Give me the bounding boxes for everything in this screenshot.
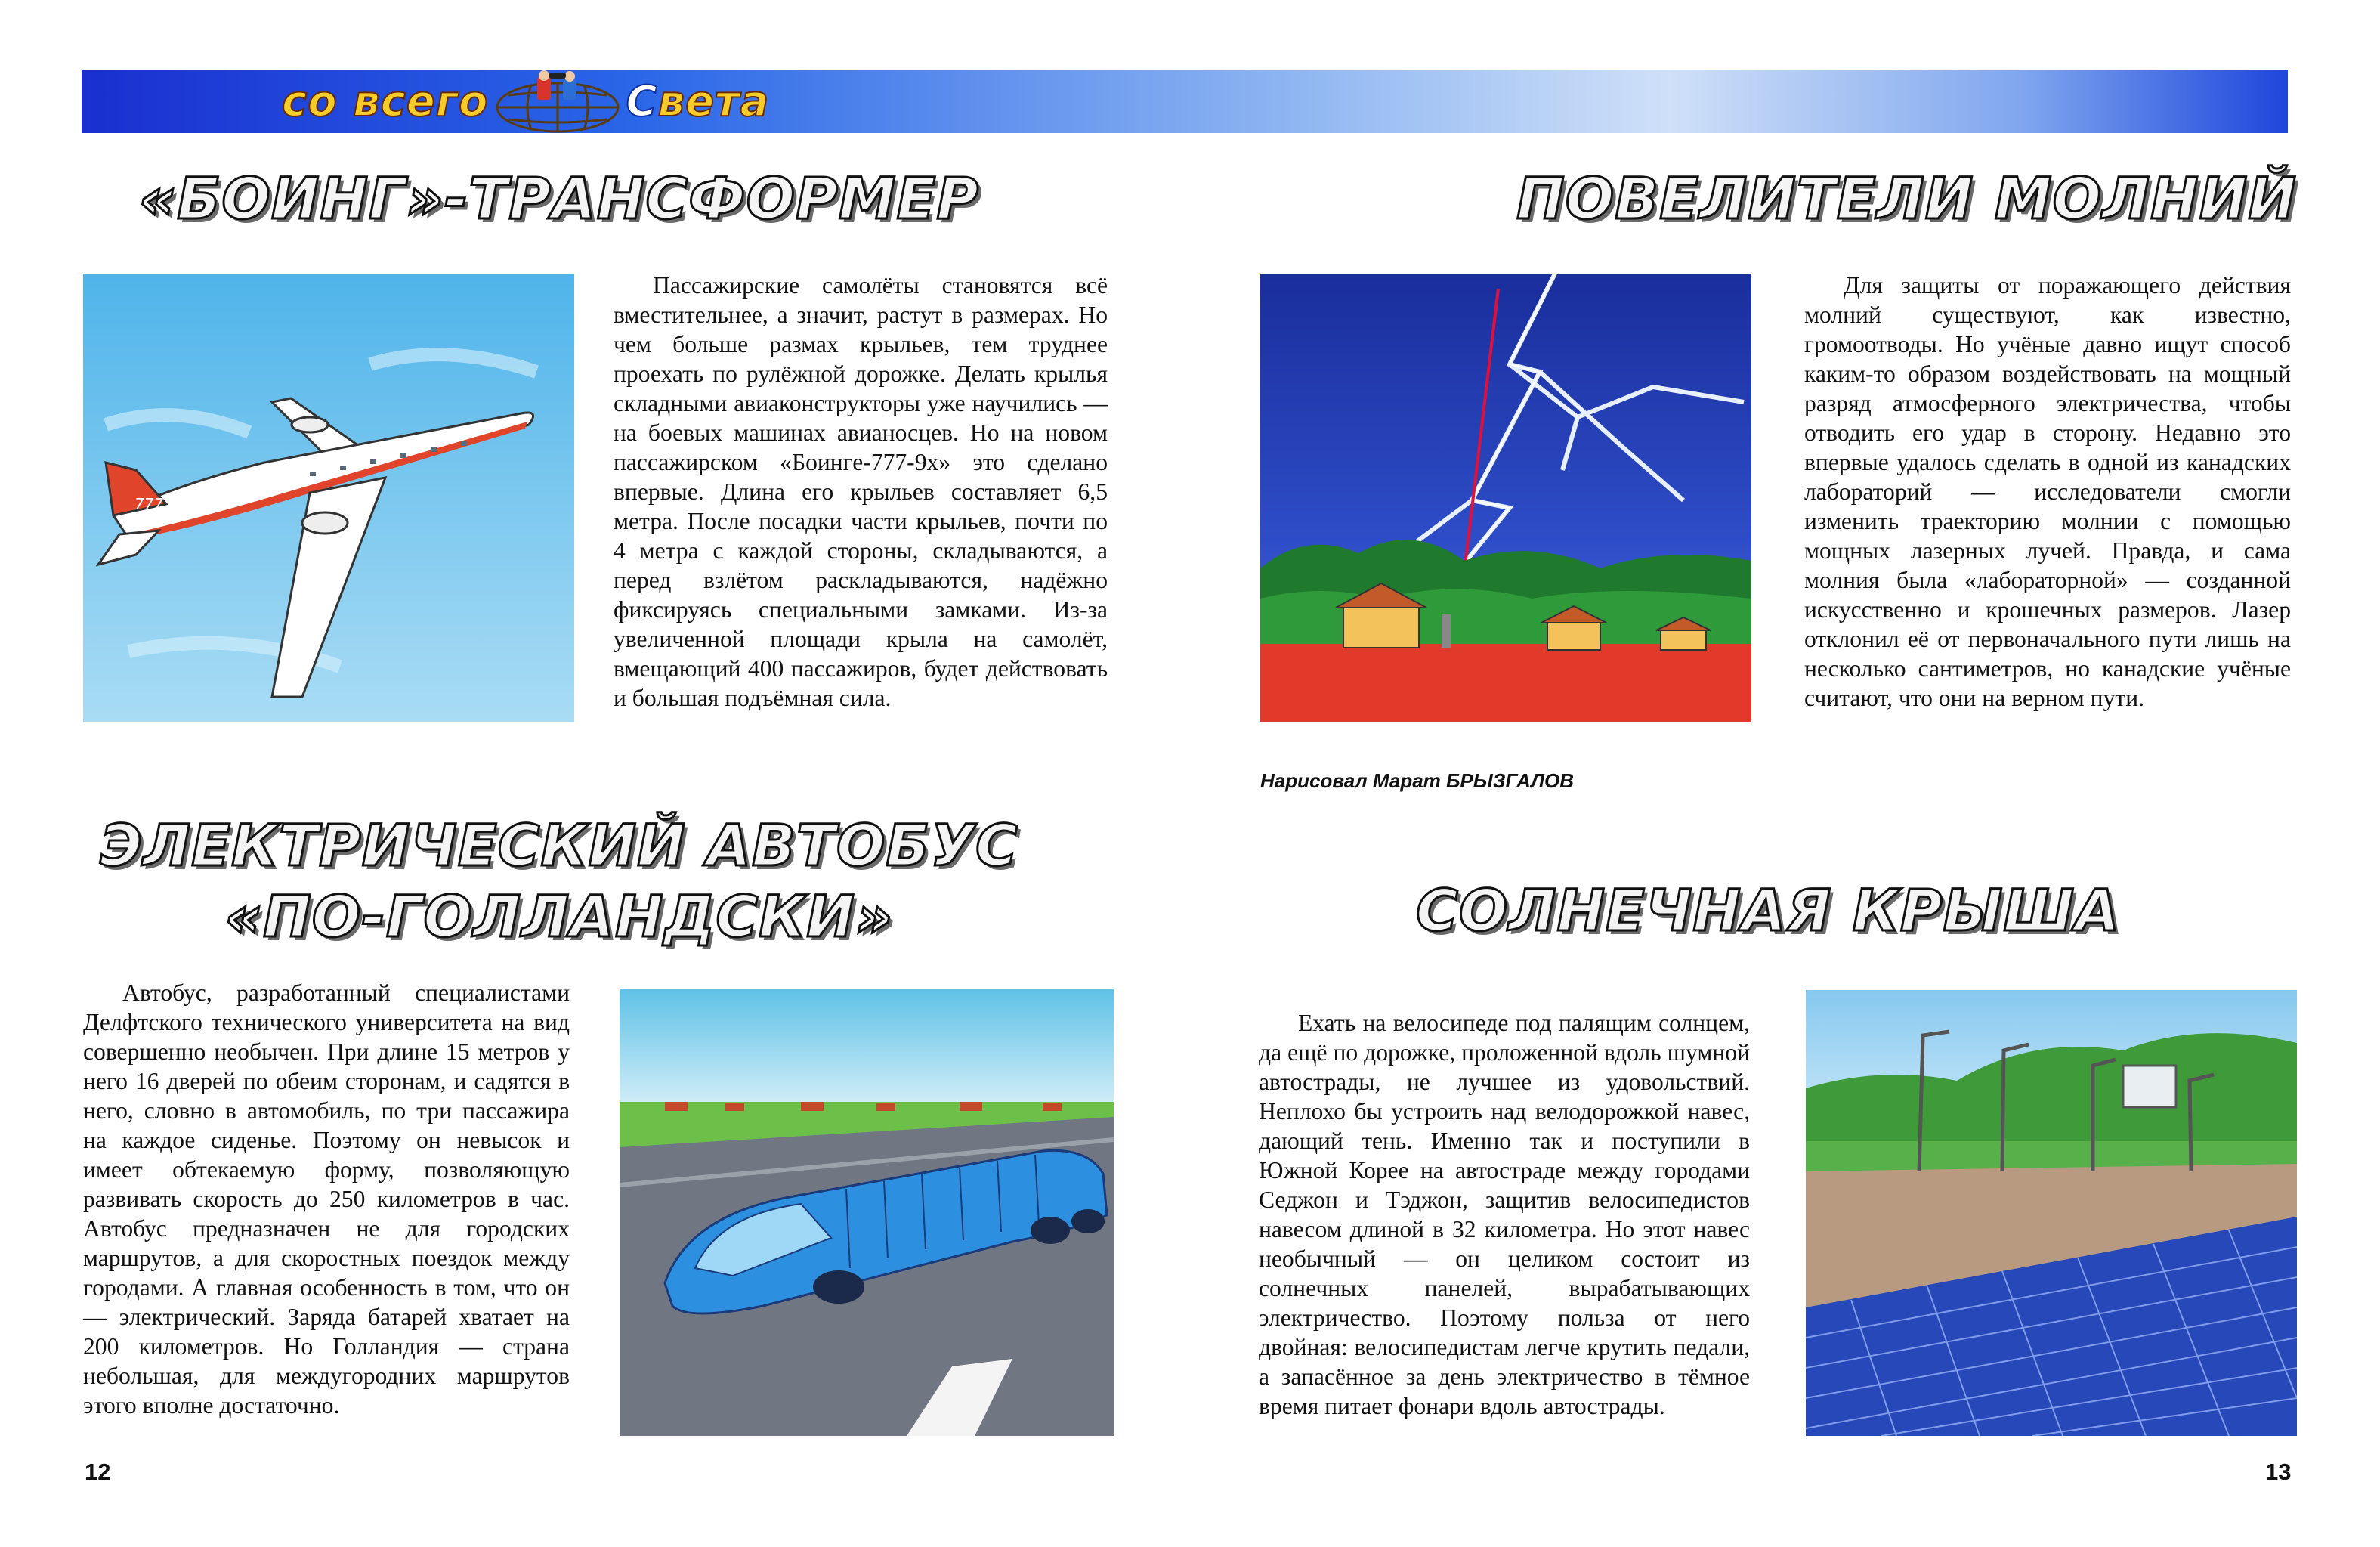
bus-text: Автобус, разработанный специалистами Делфтского технического университета на вид совершенно необычен. При длине 15 метров у него 16 дверей по обеим сторонам, и садятся в него, словно в автомобиль, по три пассажира на каждое сиденье. Поэтому он невысок и имеет обтекаемую форму, позволяющую развивать скорость до 250 километров в час. Автобус предназначен не для городских маршрутов, а для скоростных поездок между городами. А главная особенность в том, что он — электрический. Заряда батарей хватает на 200 километров. Но Голландия — страна небольшая, для междугородних маршрутов этого вполне достаточно.	[83, 979, 570, 1419]
rubric-logo	[282, 70, 769, 133]
boeing-text: Пассажирские самолёты становятся всё вместительнее, а значит, растут в размерах. Но чем больше размах крыльев, тем труднее проехать по рулёжной дорожке. Делать крылья складными авиаконструкторы уже научились — на боевых машинах авианосцев. Но на новом пассажирском «Боинге-777-9x» это сделано впервые. Длина его крыльев составляет 6,5 метра. После посадки части крыльев, почти по 4 метра с каждой стороны, складываются, а перед взлётом раскладываются, надёжно фиксируясь специальными замками. Из-за увеличенной площади крыла на самолёт, вмещающий 400 пассажиров, будет действовать и большая подъёмная сила.	[614, 272, 1108, 711]
logo-text-right: вета	[657, 76, 770, 126]
boeing-title: «БОИНГ»-ТРАНСФОРМЕР	[138, 165, 980, 232]
airplane-illustration	[83, 274, 574, 722]
page-number-left: 12	[85, 1459, 111, 1485]
bus-title-line1: ЭЛЕКТРИЧЕСКИЙ АВТОБУС	[100, 812, 1018, 879]
solar-title: СОЛНЕЧНАЯ КРЫША	[1415, 877, 2121, 944]
bus-title	[83, 810, 1035, 952]
illustrator-credit: Нарисовал Марат БРЫЗГАЛОВ	[1260, 769, 1575, 792]
lightning-title: ПОВЕЛИТЕЛИ МОЛНИЙ	[1516, 165, 2297, 232]
globe-travelers-icon	[493, 70, 622, 133]
solar-text: Ехать на велосипеде под палящим солнцем, да ещё по дорожке, проложенной вдоль шумной автострады, не лучшее из удовольствий. Неплохо бы устроить над велодорожкой навес, дающий тень. Именно так и поступили в Южной Корее на автостраде между городами Седжон и Тэджон, защитив велосипедистов навесом длиной в 32 километра. Но этот навес необычный — он целиком состоит из солнечных панелей, вырабатывающих электричество. Поэтому польза от него двойная: велосипедистам легче крутить педали, а запасённое за день электричество в тёмное время питает фонари вдоль автострады.	[1259, 1010, 1750, 1419]
solar-roof-illustration	[1806, 990, 2297, 1436]
page-number-right: 13	[2265, 1459, 2292, 1485]
bus-title-line2: «ПО-ГОЛЛАНДСКИ»	[224, 883, 894, 950]
logo-text-left: со всего	[282, 76, 489, 126]
svg-text:777: 777	[134, 495, 164, 513]
lightning-illustration	[1260, 274, 1751, 722]
lightning-text: Для защиты от поражающего действия молний существуют, как известно, громоотводы. Но учёные давно ищут способ каким-то образом воздействовать на мощный разряд атмосферного электричества, чтобы отводить его удар в сторону. Недавно это впервые удалось сделать в одной из канадских лабораторий — исследователи смогли изменить траекторию молнии с помощью мощных лазерных лучей. Правда, и сама молния была «лабораторной» — созданной искусственно и крошечных размеров. Лазер отклонил её от первоначального пути лишь на несколько сантиметров, но канадские учёные считают, что они на верном пути.	[1804, 272, 2291, 711]
bus-illustration	[620, 989, 1114, 1436]
header-banner	[82, 70, 2288, 133]
logo-text-mid: С	[626, 76, 658, 126]
